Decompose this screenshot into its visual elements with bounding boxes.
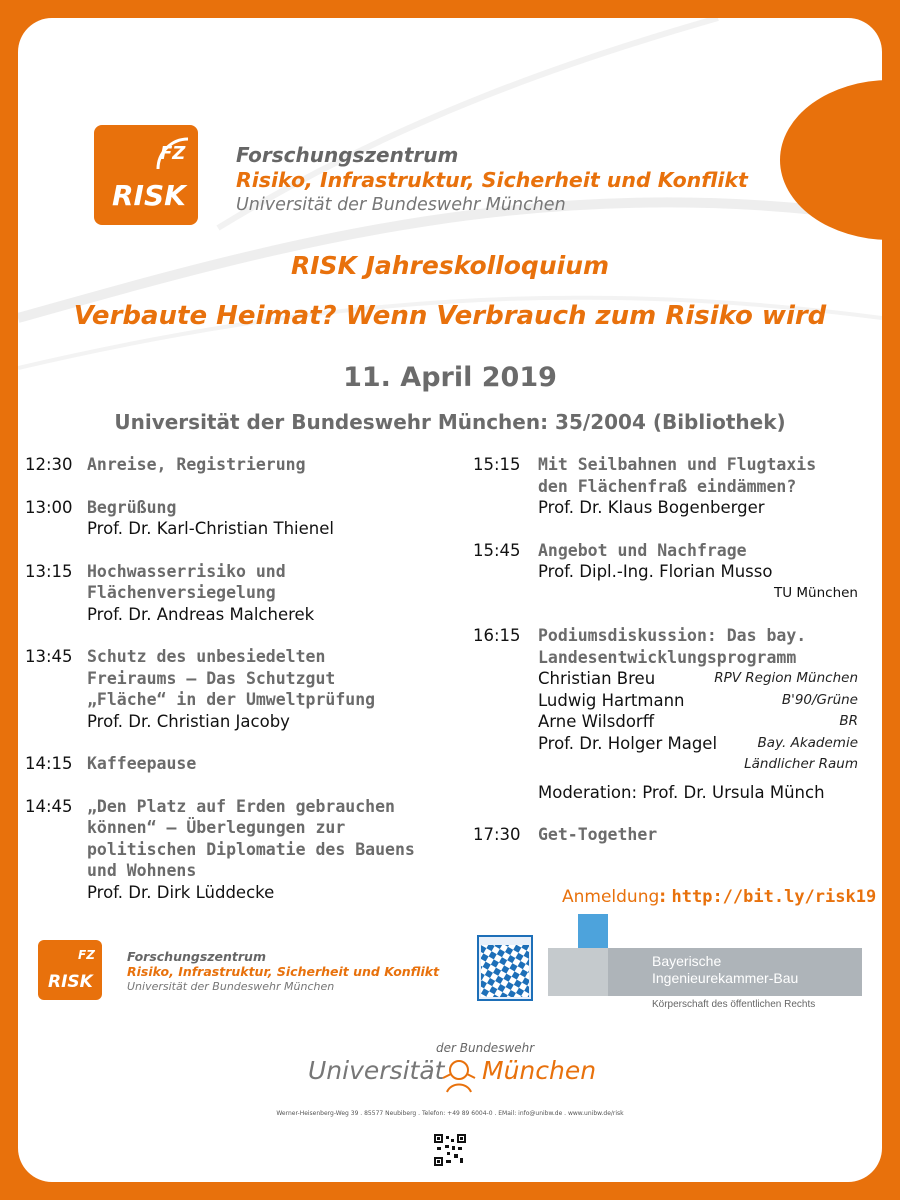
moderation: Moderation: Prof. Dr. Ursula Münch: [538, 782, 825, 802]
item-time: 13:15: [25, 561, 73, 581]
item-title: „Den Platz auf Erden gebrauchen: [87, 796, 395, 816]
event-date: 11. April 2019: [343, 362, 557, 393]
schedule-item: [473, 454, 858, 519]
item-time: 12:30: [25, 455, 73, 474]
logo-arc-icon: [154, 135, 194, 175]
logo-risk: RISK: [112, 179, 186, 212]
unibw-right: München: [482, 1056, 597, 1085]
schedule-item: [25, 646, 465, 732]
risk-logo-icon: [94, 125, 198, 225]
logo-line3: Universität der Bundeswehr München: [236, 195, 566, 215]
panelist: [473, 690, 858, 712]
header-logo-text: [236, 143, 748, 218]
item-speaker: Prof. Dr. Christian Jacoby: [87, 711, 290, 731]
panelist-name: Christian Breu: [538, 669, 656, 688]
item-time: 14:15: [25, 754, 73, 773]
schedule-item: [25, 497, 465, 540]
item-title: Podiumsdiskussion: Das bay.: [538, 626, 807, 645]
logo-line1: Forschungszentrum: [236, 143, 459, 167]
schedule-item: [25, 561, 465, 626]
footer-logo-fz: FZ: [78, 948, 95, 962]
item-title: Anreise, Registrierung: [87, 455, 306, 474]
ibk-subtitle: Körperschaft des öffentlichen Rechts: [652, 999, 816, 1010]
panelist: [473, 668, 858, 690]
panelist-affiliation: BR: [839, 713, 858, 729]
item-title: Landesentwicklungsprogramm: [538, 647, 797, 667]
item-title: Mit Seilbahnen und Flugtaxis: [538, 455, 817, 474]
footer-logo-text: [127, 949, 439, 994]
schedule-left: [25, 454, 465, 903]
lozenge-pattern-icon: [479, 937, 531, 999]
ibk-cube-top: [578, 914, 608, 948]
item-time: 13:45: [25, 647, 73, 666]
item-title: Angebot und Nachfrage: [538, 540, 747, 560]
ibk-cube-base: [548, 948, 608, 996]
footer-logo-line3: Universität der Bundeswehr München: [127, 980, 335, 993]
item-title: den Flächenfraß eindämmen?: [538, 476, 797, 496]
panelist-affiliation: B'90/Grüne: [781, 691, 858, 708]
item-speaker: Prof. Dr. Klaus Bogenberger: [538, 498, 765, 517]
panelist-affiliation-line2: Ländlicher Raum: [744, 756, 858, 772]
item-time: 17:30: [473, 825, 521, 844]
event-series: RISK Jahreskolloquium: [290, 251, 610, 280]
panelist-name: Ludwig Hartmann: [538, 690, 685, 710]
ibk-name1: Bayerische: [652, 953, 722, 969]
item-title: Hochwasserrisiko und: [87, 561, 286, 581]
address-line: Werner-Heisenberg-Weg 39 . 85577 Neubiberg . Telefon: +49 89 6004-0 . EMail: info@unibw.de . www.unibw.de/risk: [276, 1110, 624, 1117]
event-venue: Universität der Bundeswehr München: 35/2004 (Bibliothek): [114, 410, 786, 434]
schedule-item: [25, 753, 465, 775]
item-time: 15:45: [473, 540, 521, 560]
footer-risk-logo-icon: [38, 940, 102, 1000]
bavarian-crest-icon: [477, 935, 533, 1001]
footer-logo-line2: Risiko, Infrastruktur, Sicherheit und Konflikt: [127, 964, 440, 979]
item-title: Kaffeepause: [87, 754, 197, 773]
footer-logo-line1: Forschungszentrum: [127, 949, 266, 964]
panelist-affiliation: RPV Region München: [714, 670, 858, 686]
registration: Anmeldung: http://bit.ly/risk19: [562, 887, 877, 907]
item-title: können“ – Überlegungen zur: [87, 818, 346, 837]
schedule-item: [25, 796, 465, 904]
schedule-item: [25, 454, 465, 476]
item-speaker: Prof. Dr. Dirk Lüddecke: [87, 882, 275, 902]
item-speaker: Prof. Dipl.-Ing. Florian Musso: [538, 562, 773, 581]
registration-label: Anmeldung: [562, 887, 660, 907]
panelist: [473, 733, 858, 755]
unibw-left: Universität: [308, 1056, 445, 1085]
item-time: 16:15: [473, 626, 521, 645]
registration-link[interactable]: http://bit.ly/risk19: [671, 887, 877, 907]
item-time: 15:15: [473, 455, 521, 474]
unibw-emblem-icon: [441, 1054, 477, 1094]
item-time: 14:45: [25, 796, 73, 816]
item-title: Begrüßung: [87, 497, 177, 517]
item-speaker: Prof. Dr. Karl-Christian Thienel: [87, 519, 334, 538]
panelist: [473, 711, 858, 733]
item-title: und Wohnens: [87, 861, 197, 880]
item-speaker: Prof. Dr. Andreas Malcherek: [87, 604, 315, 624]
item-title: „Fläche“ in der Umweltprüfung: [87, 690, 376, 709]
schedule-item: [473, 540, 858, 605]
item-title: Schutz des unbesiedelten: [87, 647, 326, 666]
schedule-item-podium: [473, 625, 858, 803]
item-title: politischen Diplomatie des Bauens: [87, 839, 415, 859]
logo-line2: Risiko, Infrastruktur, Sicherheit und Konflikt: [236, 168, 748, 192]
panelist-affiliation: Bay. Akademie: [757, 734, 858, 751]
item-time: 13:00: [25, 497, 73, 517]
item-title: Flächenversiegelung: [87, 583, 276, 602]
ibk-name2: Ingenieurekammer-Bau: [652, 970, 799, 986]
logo-fz: FZ: [160, 143, 186, 164]
schedule-right: [473, 454, 858, 846]
unibw-top: der Bundeswehr: [436, 1041, 535, 1055]
schedule-item: [473, 824, 858, 846]
item-title: Freiraums – Das Schutzgut: [87, 668, 336, 688]
event-title: Verbaute Heimat? Wenn Verbrauch zum Risiko wird: [73, 301, 827, 331]
item-affiliation: TU München: [773, 584, 858, 601]
item-title: Get-Together: [538, 825, 658, 844]
panelist-name: Prof. Dr. Holger Magel: [538, 733, 718, 753]
footer-logo-risk: RISK: [48, 972, 93, 992]
panelist-name: Arne Wilsdorff: [538, 712, 655, 731]
ibk-name-bar: [608, 948, 862, 996]
qr-code-icon: [434, 1134, 466, 1166]
